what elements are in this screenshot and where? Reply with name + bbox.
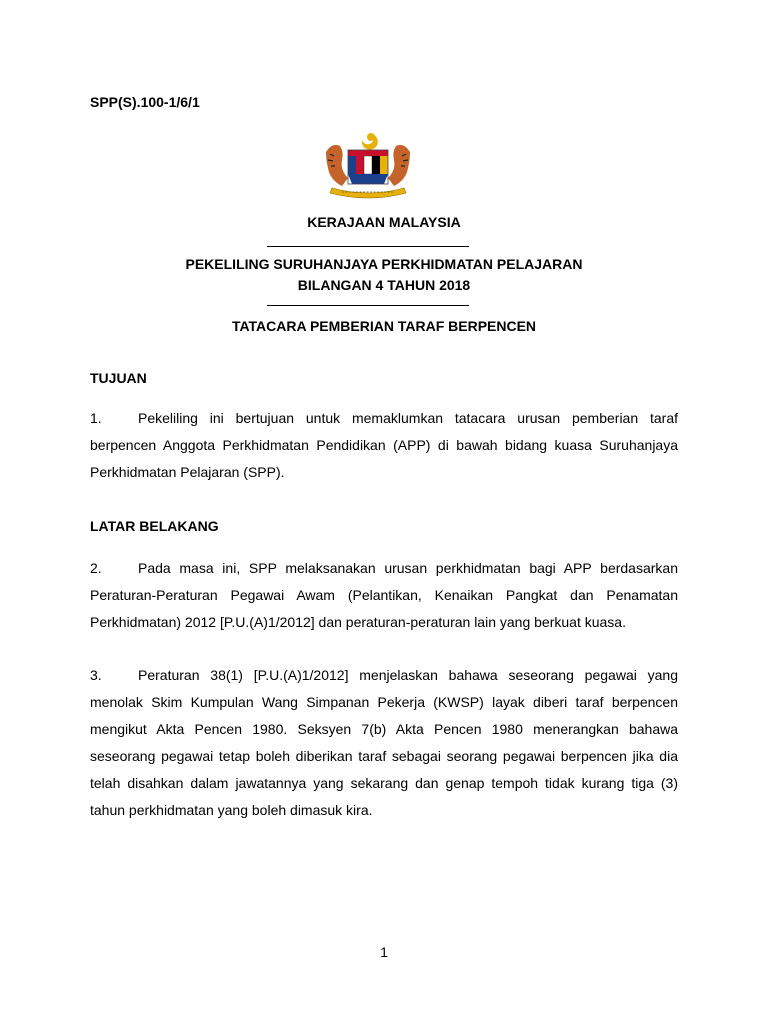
circular-subject: TATACARA PEMBERIAN TARAF BERPENCEN [231,318,537,334]
divider [267,305,469,306]
paragraph-number: 3. [90,667,102,683]
government-title: KERAJAAN MALAYSIA [307,214,461,230]
section-heading-background: LATAR BELAKANG [90,518,219,534]
paragraph-text: Pekeliling ini bertujuan untuk memaklumkan tatacara urusan pemberian taraf berpencen Anggota Perkhidmatan Pendidikan (APP) di bawah bidang kuasa Suruhanjaya Perkhidmatan Pelajaran (SPP). [90,410,678,480]
paragraph-text: Pada masa ini, SPP melaksanakan urusan perkhidmatan bagi APP berdasarkan Peraturan-Peraturan Pegawai Awam (Pelantikan, Kenaikan Pangkat dan Penamatan Perkhidmatan) 2012 [P.U.(A)1/2012] dan peraturan-peraturan lain yang berkuat kuasa. [90,560,678,630]
circular-number: BILANGAN 4 TAHUN 2018 [297,277,471,293]
paragraph-1 [90,405,678,486]
paragraph-2 [90,555,678,636]
section-heading-purpose: TUJUAN [90,370,147,386]
paragraph-text: Peraturan 38(1) [P.U.(A)1/2012] menjelaskan bahawa seseorang pegawai yang menolak Skim Kumpulan Wang Simpanan Pekerja (KWSP) layak diberi taraf berpencen mengikut Akta Pencen 1980. Seksyen 7(b) Akta Pencen 1980 menerangkan bahawa seseorang pegawai tetap boleh diberikan taraf sebagai seorang pegawai berpencen jika dia telah disahkan dalam jawatannya yang sekarang dan genap tempoh tidak kurang tiga (3) tahun perkhidmatan yang boleh dimasuk kira. [90,667,678,818]
malaysia-coat-of-arms-icon [318,130,418,200]
reference-number: SPP(S).100-1/6/1 [90,94,200,110]
divider [267,246,469,247]
paragraph-3 [90,662,678,824]
page-number: 1 [380,944,388,960]
circular-title: PEKELILING SURUHANJAYA PERKHIDMATAN PELAJARAN [185,256,583,272]
paragraph-number: 1. [90,410,102,426]
paragraph-number: 2. [90,560,102,576]
